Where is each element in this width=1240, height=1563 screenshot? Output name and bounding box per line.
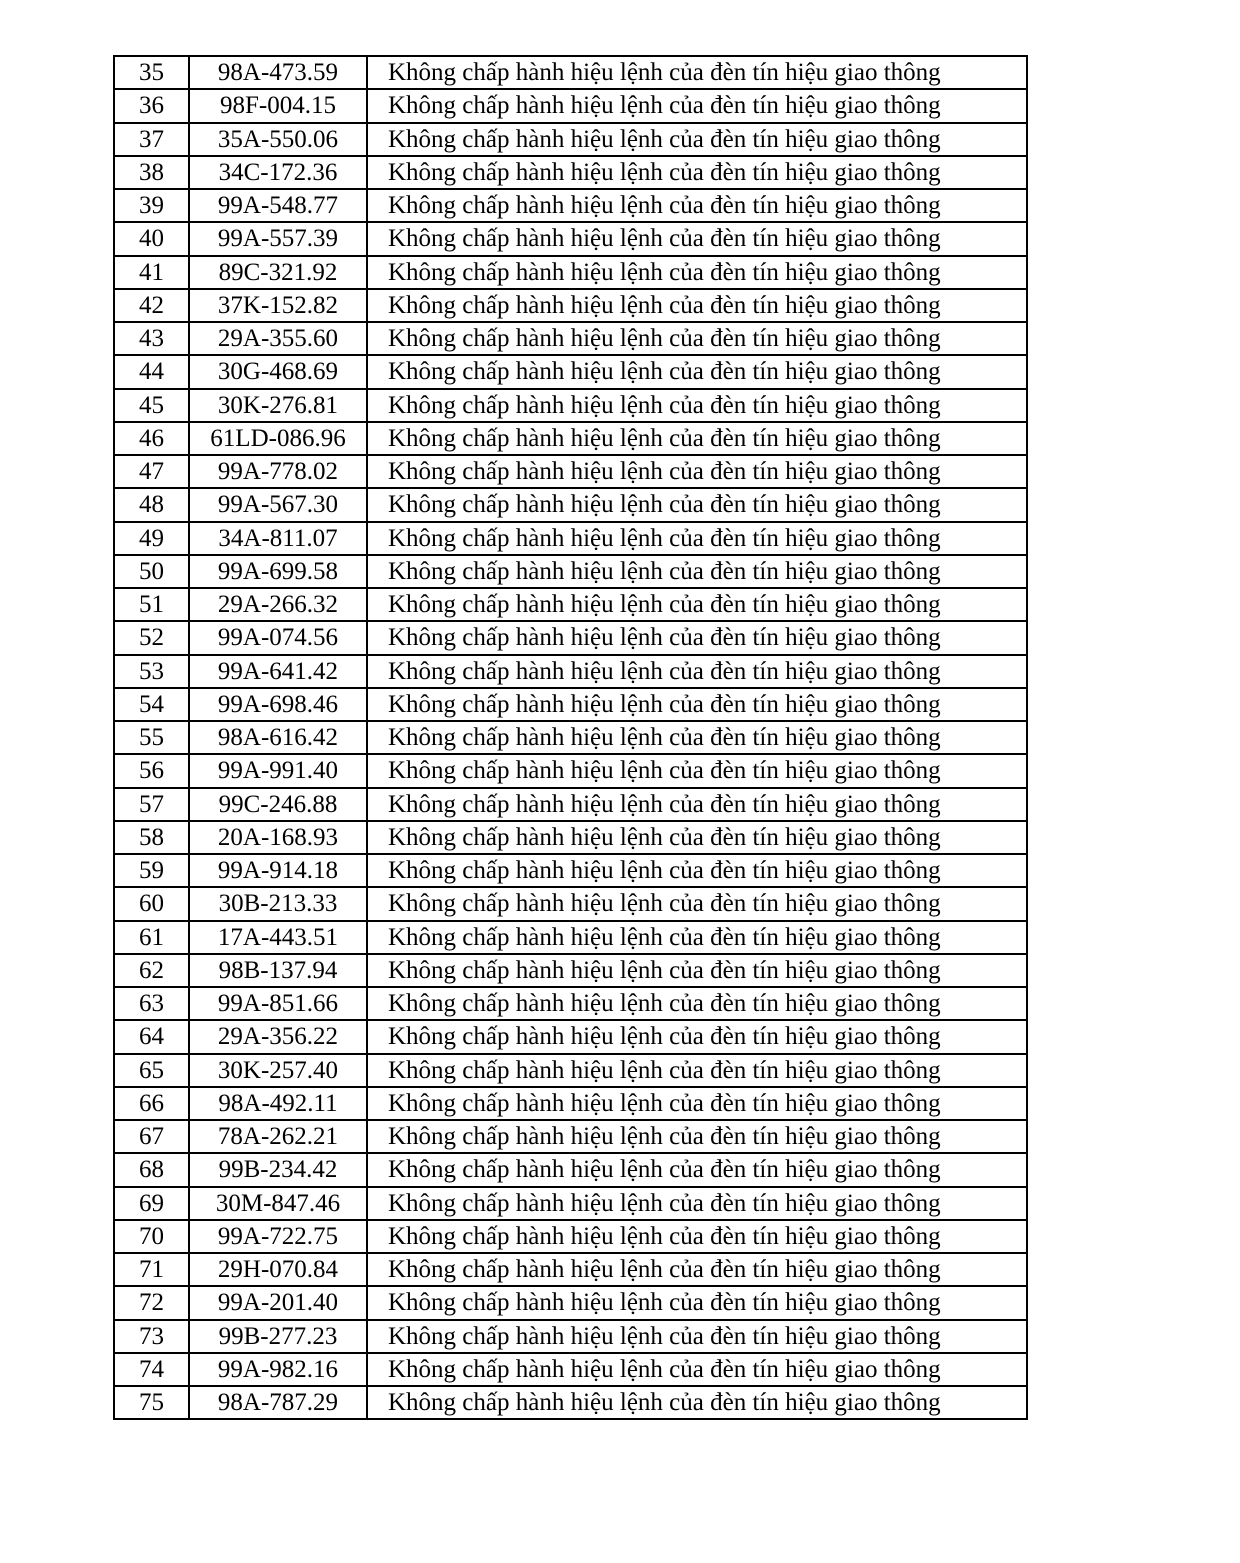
table-row — [114, 854, 1027, 887]
license-plate-cell: 29H-070.84 — [189, 1253, 367, 1286]
table-row — [114, 1220, 1027, 1253]
license-plate-cell: 99A-722.75 — [189, 1220, 367, 1253]
table-row — [114, 256, 1027, 289]
row-number-cell: 65 — [114, 1054, 189, 1087]
violation-cell: Không chấp hành hiệu lệnh của đèn tín hiệu giao thông — [367, 123, 1027, 156]
table-row — [114, 1087, 1027, 1120]
license-plate-cell: 30K-276.81 — [189, 389, 367, 422]
violation-cell: Không chấp hành hiệu lệnh của đèn tín hiệu giao thông — [367, 1286, 1027, 1319]
row-number-cell: 72 — [114, 1286, 189, 1319]
row-number-cell: 64 — [114, 1020, 189, 1053]
license-plate-cell: 98A-787.29 — [189, 1386, 367, 1419]
table-row — [114, 1286, 1027, 1319]
violation-cell: Không chấp hành hiệu lệnh của đèn tín hiệu giao thông — [367, 289, 1027, 322]
row-number-cell: 63 — [114, 987, 189, 1020]
table-row — [114, 455, 1027, 488]
license-plate-cell: 99A-991.40 — [189, 754, 367, 787]
row-number-cell: 35 — [114, 56, 189, 89]
violation-cell: Không chấp hành hiệu lệnh của đèn tín hiệu giao thông — [367, 754, 1027, 787]
row-number-cell: 40 — [114, 222, 189, 255]
license-plate-cell: 34A-811.07 — [189, 522, 367, 555]
violation-cell: Không chấp hành hiệu lệnh của đèn tín hiệu giao thông — [367, 1153, 1027, 1186]
license-plate-cell: 99A-201.40 — [189, 1286, 367, 1319]
license-plate-cell: 30M-847.46 — [189, 1187, 367, 1220]
violation-cell: Không chấp hành hiệu lệnh của đèn tín hiệu giao thông — [367, 222, 1027, 255]
row-number-cell: 42 — [114, 289, 189, 322]
table-row — [114, 488, 1027, 521]
row-number-cell: 54 — [114, 688, 189, 721]
table-row — [114, 621, 1027, 654]
violation-cell: Không chấp hành hiệu lệnh của đèn tín hiệu giao thông — [367, 688, 1027, 721]
table-row — [114, 1153, 1027, 1186]
row-number-cell: 56 — [114, 754, 189, 787]
table-row — [114, 921, 1027, 954]
row-number-cell: 62 — [114, 954, 189, 987]
violation-cell: Không chấp hành hiệu lệnh của đèn tín hiệu giao thông — [367, 1220, 1027, 1253]
row-number-cell: 44 — [114, 355, 189, 388]
license-plate-cell: 99A-982.16 — [189, 1353, 367, 1386]
violation-cell: Không chấp hành hiệu lệnh của đèn tín hiệu giao thông — [367, 655, 1027, 688]
row-number-cell: 67 — [114, 1120, 189, 1153]
table-row — [114, 788, 1027, 821]
table-row — [114, 1054, 1027, 1087]
row-number-cell: 37 — [114, 123, 189, 156]
row-number-cell: 45 — [114, 389, 189, 422]
license-plate-cell: 30B-213.33 — [189, 887, 367, 920]
violation-cell: Không chấp hành hiệu lệnh của đèn tín hiệu giao thông — [367, 488, 1027, 521]
violation-cell: Không chấp hành hiệu lệnh của đèn tín hiệu giao thông — [367, 854, 1027, 887]
violation-cell: Không chấp hành hiệu lệnh của đèn tín hiệu giao thông — [367, 156, 1027, 189]
license-plate-cell: 37K-152.82 — [189, 289, 367, 322]
license-plate-cell: 99A-914.18 — [189, 854, 367, 887]
license-plate-cell: 99C-246.88 — [189, 788, 367, 821]
row-number-cell: 70 — [114, 1220, 189, 1253]
table-row — [114, 588, 1027, 621]
table-row — [114, 655, 1027, 688]
row-number-cell: 66 — [114, 1087, 189, 1120]
violation-cell: Không chấp hành hiệu lệnh của đèn tín hiệu giao thông — [367, 987, 1027, 1020]
violation-cell: Không chấp hành hiệu lệnh của đèn tín hiệu giao thông — [367, 422, 1027, 455]
license-plate-cell: 29A-356.22 — [189, 1020, 367, 1053]
row-number-cell: 46 — [114, 422, 189, 455]
row-number-cell: 57 — [114, 788, 189, 821]
license-plate-cell: 99A-851.66 — [189, 987, 367, 1020]
table-row — [114, 389, 1027, 422]
license-plate-cell: 99A-557.39 — [189, 222, 367, 255]
row-number-cell: 39 — [114, 189, 189, 222]
violation-cell: Không chấp hành hiệu lệnh của đèn tín hiệu giao thông — [367, 555, 1027, 588]
row-number-cell: 74 — [114, 1353, 189, 1386]
license-plate-cell: 99B-277.23 — [189, 1320, 367, 1353]
table-row — [114, 89, 1027, 122]
violation-cell: Không chấp hành hiệu lệnh của đèn tín hiệu giao thông — [367, 1087, 1027, 1120]
table-row — [114, 189, 1027, 222]
table-row — [114, 1120, 1027, 1153]
violation-cell: Không chấp hành hiệu lệnh của đèn tín hiệu giao thông — [367, 322, 1027, 355]
row-number-cell: 47 — [114, 455, 189, 488]
violation-cell: Không chấp hành hiệu lệnh của đèn tín hiệu giao thông — [367, 1020, 1027, 1053]
license-plate-cell: 30G-468.69 — [189, 355, 367, 388]
row-number-cell: 49 — [114, 522, 189, 555]
license-plate-cell: 98A-492.11 — [189, 1087, 367, 1120]
violation-cell: Không chấp hành hiệu lệnh của đèn tín hiệu giao thông — [367, 256, 1027, 289]
license-plate-cell: 35A-550.06 — [189, 123, 367, 156]
table-row — [114, 721, 1027, 754]
violation-cell: Không chấp hành hiệu lệnh của đèn tín hiệu giao thông — [367, 1187, 1027, 1220]
violation-cell: Không chấp hành hiệu lệnh của đèn tín hiệu giao thông — [367, 588, 1027, 621]
table-row — [114, 1187, 1027, 1220]
violation-cell: Không chấp hành hiệu lệnh của đèn tín hiệu giao thông — [367, 954, 1027, 987]
table-row — [114, 422, 1027, 455]
table-row — [114, 754, 1027, 787]
table-row — [114, 1386, 1027, 1419]
violation-cell: Không chấp hành hiệu lệnh của đèn tín hiệu giao thông — [367, 355, 1027, 388]
row-number-cell: 59 — [114, 854, 189, 887]
table-row — [114, 289, 1027, 322]
license-plate-cell: 20A-168.93 — [189, 821, 367, 854]
table-row — [114, 688, 1027, 721]
violation-cell: Không chấp hành hiệu lệnh của đèn tín hiệu giao thông — [367, 389, 1027, 422]
table-row — [114, 887, 1027, 920]
table-row — [114, 1353, 1027, 1386]
license-plate-cell: 99A-641.42 — [189, 655, 367, 688]
license-plate-cell: 29A-266.32 — [189, 588, 367, 621]
license-plate-cell: 34C-172.36 — [189, 156, 367, 189]
table-row — [114, 555, 1027, 588]
license-plate-cell: 99B-234.42 — [189, 1153, 367, 1186]
row-number-cell: 71 — [114, 1253, 189, 1286]
license-plate-cell: 89C-321.92 — [189, 256, 367, 289]
row-number-cell: 75 — [114, 1386, 189, 1419]
table-row — [114, 56, 1027, 89]
violation-cell: Không chấp hành hiệu lệnh của đèn tín hiệu giao thông — [367, 788, 1027, 821]
table-row — [114, 1253, 1027, 1286]
row-number-cell: 50 — [114, 555, 189, 588]
violation-cell: Không chấp hành hiệu lệnh của đèn tín hiệu giao thông — [367, 921, 1027, 954]
violation-cell: Không chấp hành hiệu lệnh của đèn tín hiệu giao thông — [367, 1253, 1027, 1286]
violation-cell: Không chấp hành hiệu lệnh của đèn tín hiệu giao thông — [367, 522, 1027, 555]
table-row — [114, 1020, 1027, 1053]
license-plate-cell: 99A-074.56 — [189, 621, 367, 654]
row-number-cell: 53 — [114, 655, 189, 688]
license-plate-cell: 98A-473.59 — [189, 56, 367, 89]
table-row — [114, 954, 1027, 987]
table-body — [114, 56, 1027, 1419]
row-number-cell: 58 — [114, 821, 189, 854]
violation-cell: Không chấp hành hiệu lệnh của đèn tín hiệu giao thông — [367, 189, 1027, 222]
row-number-cell: 55 — [114, 721, 189, 754]
violation-cell: Không chấp hành hiệu lệnh của đèn tín hiệu giao thông — [367, 887, 1027, 920]
table-row — [114, 222, 1027, 255]
license-plate-cell: 17A-443.51 — [189, 921, 367, 954]
violations-table — [113, 55, 1028, 1420]
row-number-cell: 52 — [114, 621, 189, 654]
row-number-cell: 41 — [114, 256, 189, 289]
license-plate-cell: 99A-778.02 — [189, 455, 367, 488]
row-number-cell: 69 — [114, 1187, 189, 1220]
violation-cell: Không chấp hành hiệu lệnh của đèn tín hiệu giao thông — [367, 1054, 1027, 1087]
violation-cell: Không chấp hành hiệu lệnh của đèn tín hiệu giao thông — [367, 1120, 1027, 1153]
license-plate-cell: 78A-262.21 — [189, 1120, 367, 1153]
table-row — [114, 987, 1027, 1020]
table-row — [114, 156, 1027, 189]
license-plate-cell: 30K-257.40 — [189, 1054, 367, 1087]
violation-cell: Không chấp hành hiệu lệnh của đèn tín hiệu giao thông — [367, 821, 1027, 854]
license-plate-cell: 29A-355.60 — [189, 322, 367, 355]
row-number-cell: 43 — [114, 322, 189, 355]
row-number-cell: 68 — [114, 1153, 189, 1186]
row-number-cell: 51 — [114, 588, 189, 621]
violation-cell: Không chấp hành hiệu lệnh của đèn tín hiệu giao thông — [367, 455, 1027, 488]
violation-cell: Không chấp hành hiệu lệnh của đèn tín hiệu giao thông — [367, 721, 1027, 754]
table-row — [114, 355, 1027, 388]
violation-cell: Không chấp hành hiệu lệnh của đèn tín hiệu giao thông — [367, 1353, 1027, 1386]
violation-cell: Không chấp hành hiệu lệnh của đèn tín hiệu giao thông — [367, 621, 1027, 654]
row-number-cell: 36 — [114, 89, 189, 122]
table-row — [114, 522, 1027, 555]
license-plate-cell: 61LD-086.96 — [189, 422, 367, 455]
violation-cell: Không chấp hành hiệu lệnh của đèn tín hiệu giao thông — [367, 1386, 1027, 1419]
violation-cell: Không chấp hành hiệu lệnh của đèn tín hiệu giao thông — [367, 56, 1027, 89]
row-number-cell: 61 — [114, 921, 189, 954]
row-number-cell: 60 — [114, 887, 189, 920]
license-plate-cell: 98F-004.15 — [189, 89, 367, 122]
license-plate-cell: 99A-698.46 — [189, 688, 367, 721]
license-plate-cell: 99A-548.77 — [189, 189, 367, 222]
table-row — [114, 821, 1027, 854]
table-row — [114, 322, 1027, 355]
license-plate-cell: 99A-567.30 — [189, 488, 367, 521]
license-plate-cell: 98A-616.42 — [189, 721, 367, 754]
license-plate-cell: 98B-137.94 — [189, 954, 367, 987]
table-row — [114, 1320, 1027, 1353]
table-row — [114, 123, 1027, 156]
license-plate-cell: 99A-699.58 — [189, 555, 367, 588]
row-number-cell: 73 — [114, 1320, 189, 1353]
row-number-cell: 38 — [114, 156, 189, 189]
violation-cell: Không chấp hành hiệu lệnh của đèn tín hiệu giao thông — [367, 1320, 1027, 1353]
row-number-cell: 48 — [114, 488, 189, 521]
violation-cell: Không chấp hành hiệu lệnh của đèn tín hiệu giao thông — [367, 89, 1027, 122]
